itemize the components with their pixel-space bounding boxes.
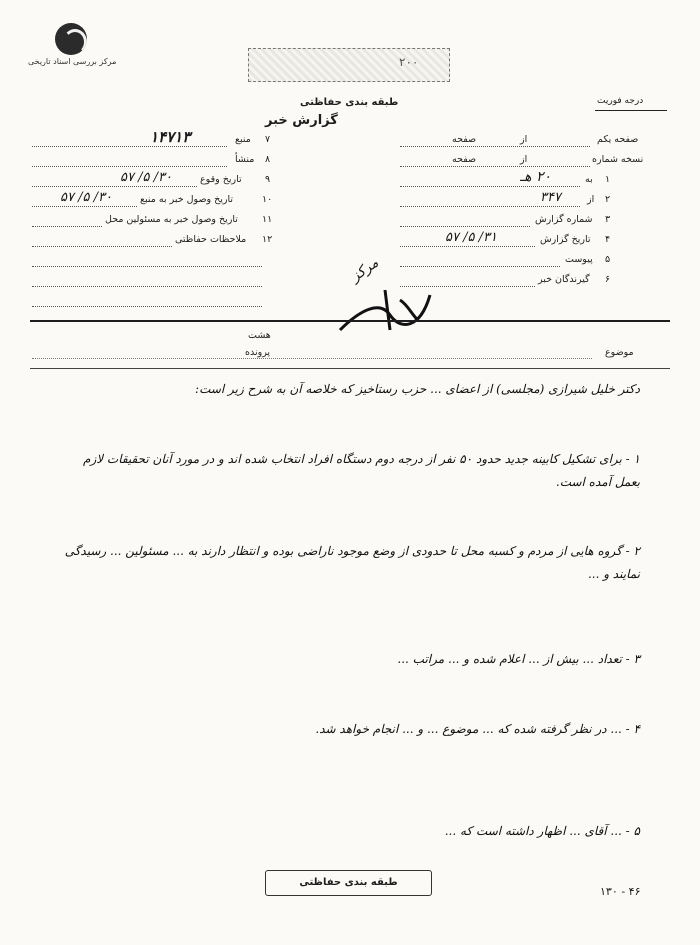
- right-row-4-dots: [400, 246, 535, 247]
- archive-logo-icon: [55, 23, 87, 55]
- right-row-5-label: پیوست: [565, 254, 593, 265]
- right-row-2-dots: [400, 206, 580, 207]
- body-intro: دکتر خلیل شیرازی (مجلسی) از اعضای ... حزب رستاخیز که خلاصه آن به شرح زیر است:: [195, 382, 640, 396]
- left-row-10-label: تاریخ وصول خبر به منبع: [140, 194, 234, 205]
- left-extra-dots-2: [32, 286, 262, 287]
- body-paragraph-2: ۲ - گروه هایی از مردم و کسبه محل تا حدودی از وضع موجود ناراضی بوده و انتظار دارند به ... مسئولین ... رسیدگی نمایند و ...: [64, 544, 640, 581]
- right-row-1-value: ۲۰ هـ: [520, 169, 551, 185]
- right-row-2-value: ۳۴۷: [540, 190, 561, 205]
- header-separator: [30, 320, 670, 322]
- subject-dots: [32, 358, 592, 359]
- page-word-label: صفحه: [452, 134, 477, 145]
- right-row-1-label: به: [585, 174, 593, 185]
- right-row-5-num: ۵: [605, 254, 611, 265]
- degree-underline: [595, 110, 667, 111]
- left-row-12-label: ملاحظات حفاظتی: [175, 234, 247, 245]
- left-row-9-label: تاریخ وقوع: [200, 174, 242, 185]
- left-row-9-dots: [32, 186, 197, 187]
- left-row-7-dots: [32, 146, 227, 147]
- right-row-3-label: شماره گزارش: [535, 214, 593, 225]
- copy-label: نسخه شماره: [592, 154, 644, 165]
- left-row-9-value: ۳۰/ ۵/ ۵۷: [120, 170, 172, 185]
- right-row-6-num: ۶: [605, 274, 611, 285]
- top-stamp: [248, 48, 450, 82]
- right-row-1-num: ۱: [605, 174, 611, 185]
- classification-bottom: طبقه بندی حفاظتی: [265, 870, 432, 896]
- left-row-10-dots: [32, 206, 137, 207]
- subject-separator: [30, 368, 670, 369]
- left-row-10-value: ۳۰/ ۵/ ۵۷: [60, 190, 112, 205]
- handwritten-mark: مرکز: [348, 254, 382, 286]
- subject-label: موضوع: [605, 347, 634, 358]
- right-row-4-num: ۴: [605, 234, 611, 245]
- left-row-10-num: ۱۰: [262, 194, 273, 205]
- parvande-label: پرونده: [245, 347, 271, 358]
- left-row-11-dots: [32, 226, 102, 227]
- page-number: ۱۳۰ - ۴۶: [600, 885, 641, 898]
- right-row-1-dots: [400, 186, 580, 187]
- body-paragraph-1: ۱ - برای تشکیل کابینه جدید حدود ۵۰ نفر از درجه دوم دستگاه افراد انتخاب شده اند و در مورد آنان تحقیقات لازم بعمل آمده است.: [83, 452, 640, 489]
- archive-watermark-text: مرکز بررسی اسناد تاریخی: [28, 57, 117, 66]
- body-paragraph-3: ۳ - تعداد ... بیش از ... اعلام شده و ... مراتب ...: [397, 652, 640, 666]
- signature-icon: [330, 270, 450, 350]
- right-row-2-num: ۲: [605, 194, 611, 205]
- right-row-4-label: تاریخ گزارش: [540, 234, 591, 245]
- page-dots: [400, 146, 590, 147]
- page-az-label: از: [520, 134, 528, 145]
- right-row-5-dots: [400, 266, 560, 267]
- left-extra-dots-3: [32, 306, 262, 307]
- right-row-2-label: از: [587, 194, 595, 205]
- copy-dots: [400, 166, 590, 167]
- classification-top: طبقه بندی حفاظتی: [300, 97, 399, 108]
- left-row-12-num: ۱۲: [262, 234, 273, 245]
- copy-word-label: صفحه: [452, 154, 477, 165]
- report-title: گزارش خبر: [265, 113, 338, 128]
- left-row-7-value: ۱۴۷۱۳: [150, 128, 191, 146]
- hasht-label: هشت: [248, 330, 271, 341]
- left-row-11-num: ۱۱: [262, 214, 273, 225]
- left-row-12-dots: [32, 246, 172, 247]
- left-row-8-dots: [32, 166, 227, 167]
- right-row-4-value: ۳۱/ ۵/ ۵۷: [445, 230, 497, 245]
- right-row-3-num: ۳: [605, 214, 611, 225]
- right-row-3-dots: [400, 226, 530, 227]
- right-row-6-label: گیرندگان خبر: [538, 274, 590, 285]
- left-extra-dots-1: [32, 266, 262, 267]
- left-row-7-num: ۷: [265, 134, 271, 145]
- body-paragraph-4: ۴ - ... در نظر گرفته شده که ... موضوع ... و ... انجام خواهد شد.: [315, 722, 640, 736]
- left-row-7-label: منبع: [235, 134, 251, 145]
- left-row-9-num: ۹: [265, 174, 271, 185]
- page-label: صفحه یکم: [597, 134, 639, 145]
- left-row-11-label: تاریخ وصول خبر به مسئولین محل: [105, 214, 238, 225]
- top-stamp-text: ۲۰۰: [399, 55, 419, 69]
- left-row-8-label: منشأ: [235, 154, 255, 165]
- degree-of-urgency-label: درجه فوریت: [597, 96, 644, 106]
- left-row-8-num: ۸: [265, 154, 271, 165]
- body-paragraph-5: ۵ - ... آقای ... اظهار داشته است که ...: [444, 824, 640, 838]
- copy-az-label: از: [520, 154, 528, 165]
